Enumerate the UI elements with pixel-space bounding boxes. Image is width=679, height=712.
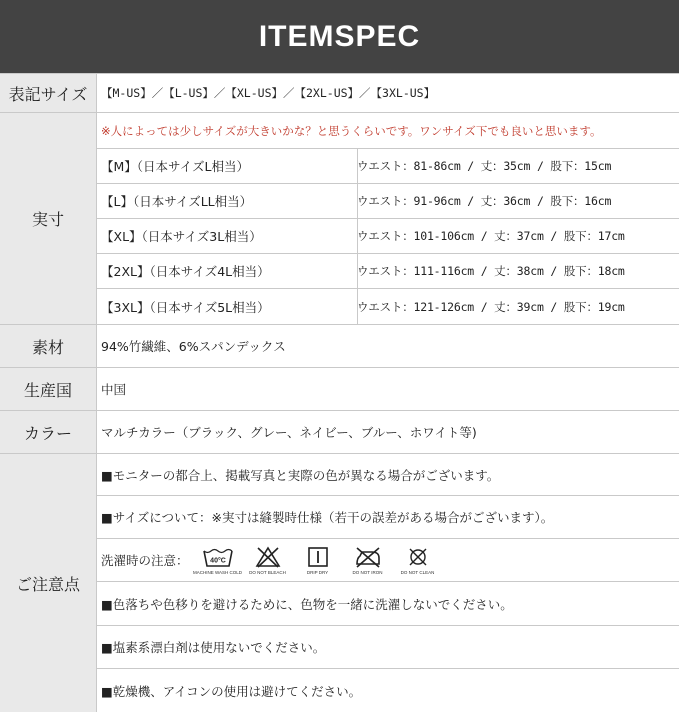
note-text: ■乾燥機、アイコンの使用は避けてください。 — [101, 683, 362, 699]
origin-label: 生産国 — [0, 368, 97, 410]
note-text: ■塩素系漂白剤は使用ないでください。 — [101, 640, 326, 655]
note-item — [97, 454, 679, 496]
notes-row — [0, 454, 679, 712]
svg-text:40°C: 40°C — [209, 557, 226, 564]
care-caption: DO NOT BLEACH — [249, 569, 286, 575]
care-caption: DRIP DRY — [306, 569, 329, 575]
measurements-note: ※人によっては少しサイズが大きいかな？と思うくらいです。ワンサイズ下でも良いと思います。 — [101, 123, 602, 138]
note-item — [97, 626, 679, 669]
origin-value: 中国 — [101, 382, 127, 397]
measurement-size: 【3XL】（日本サイズ5L相当） — [97, 289, 358, 324]
color-label: カラー — [0, 411, 97, 453]
measurement-size: 【XL】（日本サイズ3L相当） — [97, 219, 358, 253]
page-title: ITEMSPEC — [258, 19, 421, 53]
measurement-row-2xl — [97, 254, 679, 289]
drip-dry-icon — [295, 546, 341, 575]
measurement-row-l — [97, 184, 679, 219]
no-dry-clean-icon — [395, 546, 441, 575]
note-text: ■サイズについて：※実寸は縫製時仕様（若干の誤差がある場合がございます）。 — [101, 510, 554, 525]
measurements-note-row — [97, 113, 679, 149]
measurements-row — [0, 113, 679, 325]
notes-label: ご注意点 — [0, 454, 97, 712]
wash-40c-icon — [192, 548, 243, 575]
size-notation-row — [0, 73, 679, 113]
material-value: 94%竹繊維、6%スパンデックス — [101, 339, 286, 354]
note-item — [97, 582, 679, 626]
note-item — [97, 669, 679, 712]
measurement-row-3xl — [97, 289, 679, 324]
material-label: 素材 — [0, 325, 97, 367]
material-row — [0, 325, 679, 368]
no-iron-icon — [345, 546, 391, 575]
note-text: ■色落ちや色移りを避けるために、色物を一緒に洗濯しないでください。 — [101, 596, 513, 612]
care-caption: DO NOT IRON — [352, 569, 383, 575]
measurement-spec: ウエスト：101-106cm / 丈：37cm / 股下：17cm — [357, 229, 625, 243]
measurement-spec: ウエスト：121-126cm / 丈：39cm / 股下：19cm — [357, 299, 625, 314]
title-banner — [0, 0, 679, 73]
size-notation-label: 表記サイズ — [0, 74, 97, 112]
care-label: 洗濯時の注意： — [101, 553, 189, 568]
measurements-label: 実寸 — [0, 113, 97, 324]
care-instructions-row — [97, 539, 679, 582]
care-icons — [192, 546, 441, 575]
measurement-row-m — [97, 149, 679, 184]
origin-row — [0, 368, 679, 411]
color-value: マルチカラー（ブラック、グレー、ネイビー、ブルー、ホワイト等) — [101, 425, 477, 440]
measurement-size: 【L】（日本サイズLL相当） — [97, 184, 358, 218]
size-notation-value: 【M-US】／【L-US】／【XL-US】／【2XL-US】／【3XL-US】 — [101, 86, 436, 100]
care-caption: MACHINE WASH COLD — [192, 569, 243, 575]
care-caption: DO NOT CLEAN — [400, 569, 435, 575]
measurement-size: 【2XL】（日本サイズ4L相当） — [97, 254, 358, 288]
no-bleach-icon — [245, 546, 291, 575]
measurement-spec: ウエスト：91-96cm / 丈：36cm / 股下：16cm — [357, 194, 612, 208]
measurement-row-xl — [97, 219, 679, 254]
note-item — [97, 496, 679, 539]
measurement-spec: ウエスト：111-116cm / 丈：38cm / 股下：18cm — [357, 264, 625, 278]
note-text: ■モニターの都合上、掲載写真と実際の色が異なる場合がございます。 — [101, 467, 500, 483]
measurement-size: 【M】（日本サイズL相当） — [97, 149, 358, 183]
color-row — [0, 411, 679, 454]
measurement-spec: ウエスト：81-86cm / 丈：35cm / 股下：15cm — [357, 159, 612, 173]
